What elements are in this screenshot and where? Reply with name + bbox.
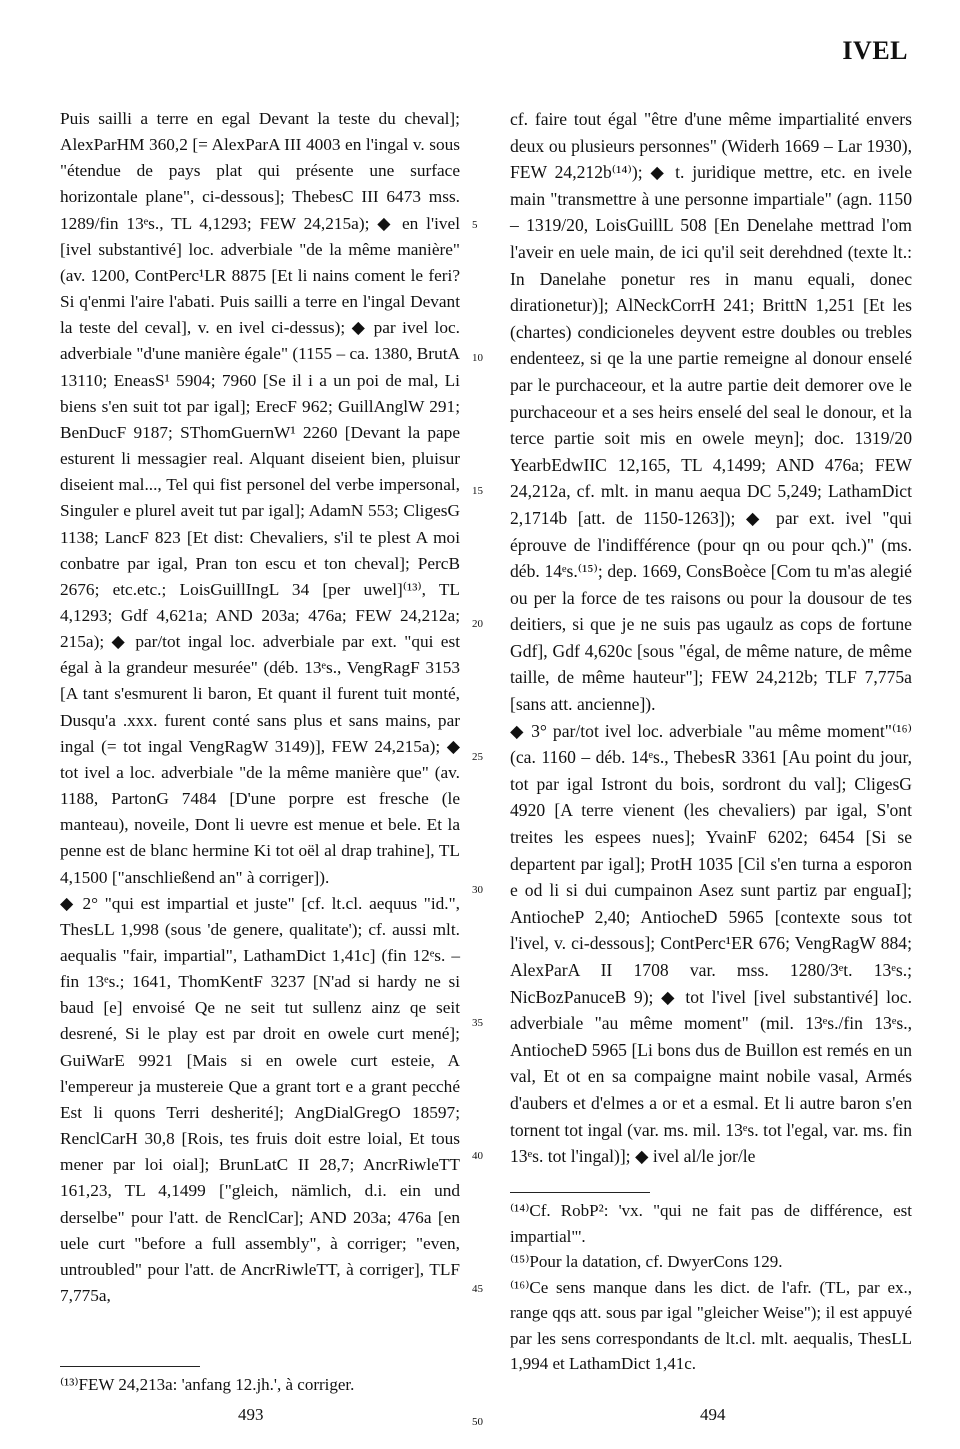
left-column bbox=[60, 106, 460, 1309]
left-paragraph-1: Puis sailli a terre en egal Devant la teste du cheval]; AlexParHM 360,2 [= AlexParA III 4003 en l'ingal v. sous "étendue de pays plat qui présente une surface horizontale plane", ci-dessous]; ThebesC III 6473 mss. 1289/fin 13ᵉs., TL 4,1293; FEW 24,215a); ◆ en l'ivel [ivel substantivé] loc. adverbiale "de la même manière" (av. 1200, ContPerc¹LR 8875 [Et li nains coment le feri? Si q'enmi l'aire l'abati. Puis sailli a terre en l'ingal Devant la teste del ceval], v. en ivel ci-dessus); ◆ par ivel loc. adverbiale "d'une manière égale" (1155 – ca. 1380, BrutA 13110; EneasS¹ 5904; 7960 [Se il i a un poi de mal, Li biens s'en suit tot par igal]; ErecF 962; GuillAnglW 291; BenDucF 9187; SThomGuernW¹ 2260 [Devant la pape esturent li messagier real. Alquant diseient bien, pluisur diseient mal..., Tel qui fist personel del verbe impersonal, Singuler e plurel aveit tut par igal]; AdamN 553; CligesG 1138; LancF 823 [Et dist: Chevaliers, s'il te plest A moi conbatre par igal, Pran ton escu et ton cheval]; PercB 2676; etc.etc.; LoisGuillIngL 34 [per uwel]⁽¹³⁾, TL 4,1293; Gdf 4,621a; AND 203a; 476a; FEW 24,212a; 215a); ◆ par/tot ingal loc. adverbiale par ext. "qui est égal à la grandeur mesurée" (déb. 13ᵉs., VengRagF 3153 [A tant s'esmurent li baron, Et quant il furent tuit monté, Dusqu'a .xxx. furent conté sans plus et sans mains, par ingal (= tot ingal VengRagW 3149)], FEW 24,215a); ◆ tot ivel a loc. adverbiale "de la même manière que" (av. 1188, PartonG 7484 [D'une porpre est fresche (le manteau), noveile, Dont li uevre est menue et bele. Et la penne est de blanc hermine Ki tot oël al drap trahine], TL 4,1500 ["anschließend an" à corriger]). bbox=[60, 109, 460, 887]
line-number: 50 bbox=[472, 1416, 483, 1428]
page-number-right: 494 bbox=[700, 1405, 726, 1424]
line-number: 5 bbox=[472, 219, 478, 231]
line-number: 25 bbox=[472, 751, 483, 763]
footnote-rule-right bbox=[510, 1192, 650, 1193]
line-number: 35 bbox=[472, 1017, 483, 1029]
right-footnotes bbox=[510, 1198, 912, 1377]
footnote-13: ⁽¹³⁾FEW 24,213a: 'anfang 12.jh.', à corriger. bbox=[60, 1375, 355, 1394]
line-number: 10 bbox=[472, 352, 483, 364]
footnote-16: ⁽¹⁶⁾Ce sens manque dans les dict. de l'afr. (TL, par ex., range qqs att. sous par igal "gleicher Weise"); il est appuyé par les sens correspondants de lt.cl. mlt. aequalis, ThesLL 1,994 et LathamDict 1,41c. bbox=[510, 1277, 912, 1373]
right-paragraph-1: cf. faire tout égal "être d'une même impartialité envers deux ou plusieurs personnes" (Widerh 1669 – Lar 1930), FEW 24,212b⁽¹⁴⁾); ◆ t. juridique mettre, etc. en ivele main "transmettre à une personne impartiale" (agn. 1150 – 1319/20, LoisGuillL 508 [En Denelahe mettrad l'om l'aveir en uele main, de ici qu'il seit derehdned (texte lt.: In Danelahe ponetur res in manu equali, donec dirationetur)]; AlNeckCorrH 241; BrittN 1,251 [Et les (chartes) condicioneles deyvent estre doubles ou trebles endenteez, si qe la une partie remeigne al donour enselé par le purchaceour, et la autre partie deit demorer ove le purchaceour et a ses heirs enselé del seal le donour, et la terce partie soit mis en owele meyn]; doc. 1319/20 YearbEdwIIC 12,165, TL 4,1499; AND 476a; FEW 24,212a, cf. mlt. in manu aequa DC 5,249; LathamDict 2,1714b [att. de 1150-1263]); ◆ par ext. ivel "qui éprouve de l'indifférence (pour qn ou pour qch.)" (ms. déb. 14ᵉs.⁽¹⁵⁾; dep. 1669, ConsBoèce [Com tu m'as alegié ou per la force de tes raisons ou pour la dousour de tes deitiers, si que je ne suis pas ugaulz as cops de fortune Gdf], Gdf 4,620c [sous "égal, de même nature, de même taille, de même hauteur"]; FEW 24,212b; TLF 7,775a [sans att. ancienne]). bbox=[510, 109, 912, 715]
line-number: 20 bbox=[472, 618, 483, 630]
right-column bbox=[510, 106, 912, 1170]
right-paragraph-2: ◆ 3° par/tot ivel loc. adverbiale "au même moment"⁽¹⁶⁾ (ca. 1160 – déb. 14ᵉs., ThebesR 3361 [Au point du jour, tot par igal Istront du bois, sordront du val]; CligesG 4920 [A terre vienent (les chevaliers) par igal, S'ont treites les espees nues]; YvainF 6202; 6454 [Si se departent par igal]; ProtH 1035 [Cil s'en turna a esporon e od li si dui cumpainon Asez sunt partiz par enguaI]; AntiocheP 2,40; AntiocheD 5965 [contexte sous tot l'ivel, v. ci-dessous]; ContPerc¹ER 676; VengRagW 884; AlexParA II 1708 var. mss. 1280/3ᵉt. 13ᵉs.; NicBozPanuceB 9); ◆ tot l'ivel [ivel substantivé] loc. adverbiale "au même moment" (mil. 13ᵉs./fin 13ᵉs., AntiocheD 5965 [Li bons dus de Buillon est remés en un val, Et ot en sa compaigne maint nobile vasal, Armés d'aubers et d'elmes a or et a esmal. Et li autre baron s'en tornent tot ingal (var. ms. mil. 13ᵉs. tot l'egal, var. ms. fin 13ᵉs. tot l'ingal)]; ◆ ivel al/le jor/le bbox=[510, 720, 912, 1167]
line-number: 15 bbox=[472, 485, 483, 497]
footnote-14: ⁽¹⁴⁾Cf. RobP²: 'vx. "qui ne fait pas de différence, est impartial"'. bbox=[510, 1201, 912, 1246]
line-number: 45 bbox=[472, 1283, 483, 1295]
page-number-left: 493 bbox=[238, 1405, 264, 1424]
line-number: 30 bbox=[472, 884, 483, 896]
footnote-15: ⁽¹⁵⁾Pour la datation, cf. DwyerCons 129. bbox=[510, 1252, 783, 1271]
footnote-rule-left bbox=[60, 1366, 200, 1367]
running-head: IVEL bbox=[842, 36, 908, 65]
left-paragraph-2: ◆ 2° "qui est impartial et juste" [cf. lt.cl. aequus "id.", ThesLL 1,998 (sous 'de genere, qualitate'); cf. aussi mlt. aequalis "fair, impartial", LathamDict 1,41c] (fin 12ᵉs. – fin 13ᵉs.; 1641, ThomKentF 3237 [N'ad si hardy ne si baud [e] envoisé Qe ne seit tut sullenz ainz qe seit desrené, Si le play est par droit en owele curt mené]; GuiWarE 9921 [Mais si en owele curt esteie, A l'empereur ja mustereie Que a grant tort e a grant pecché Est li quons Terri desherité]; AngDialGregO 18597; RenclCarH 30,8 [Rois, tes fruis doit estre loial, Et tous mener par loi oial]; BrunLatC II 28,7; AncrRiwleTT 161,23, TL 4,1499 ["gleich, nämlich, d.i. ein und derselbe" pour l'att. de RenclCar]; AND 203a; 476a [en uele curt "before a full assembly", à corriger; "even, untroubled" pour l'att. de AncrRiwleTT, à corriger], TLF 7,775a, bbox=[60, 893, 460, 1306]
line-number: 40 bbox=[472, 1150, 483, 1162]
